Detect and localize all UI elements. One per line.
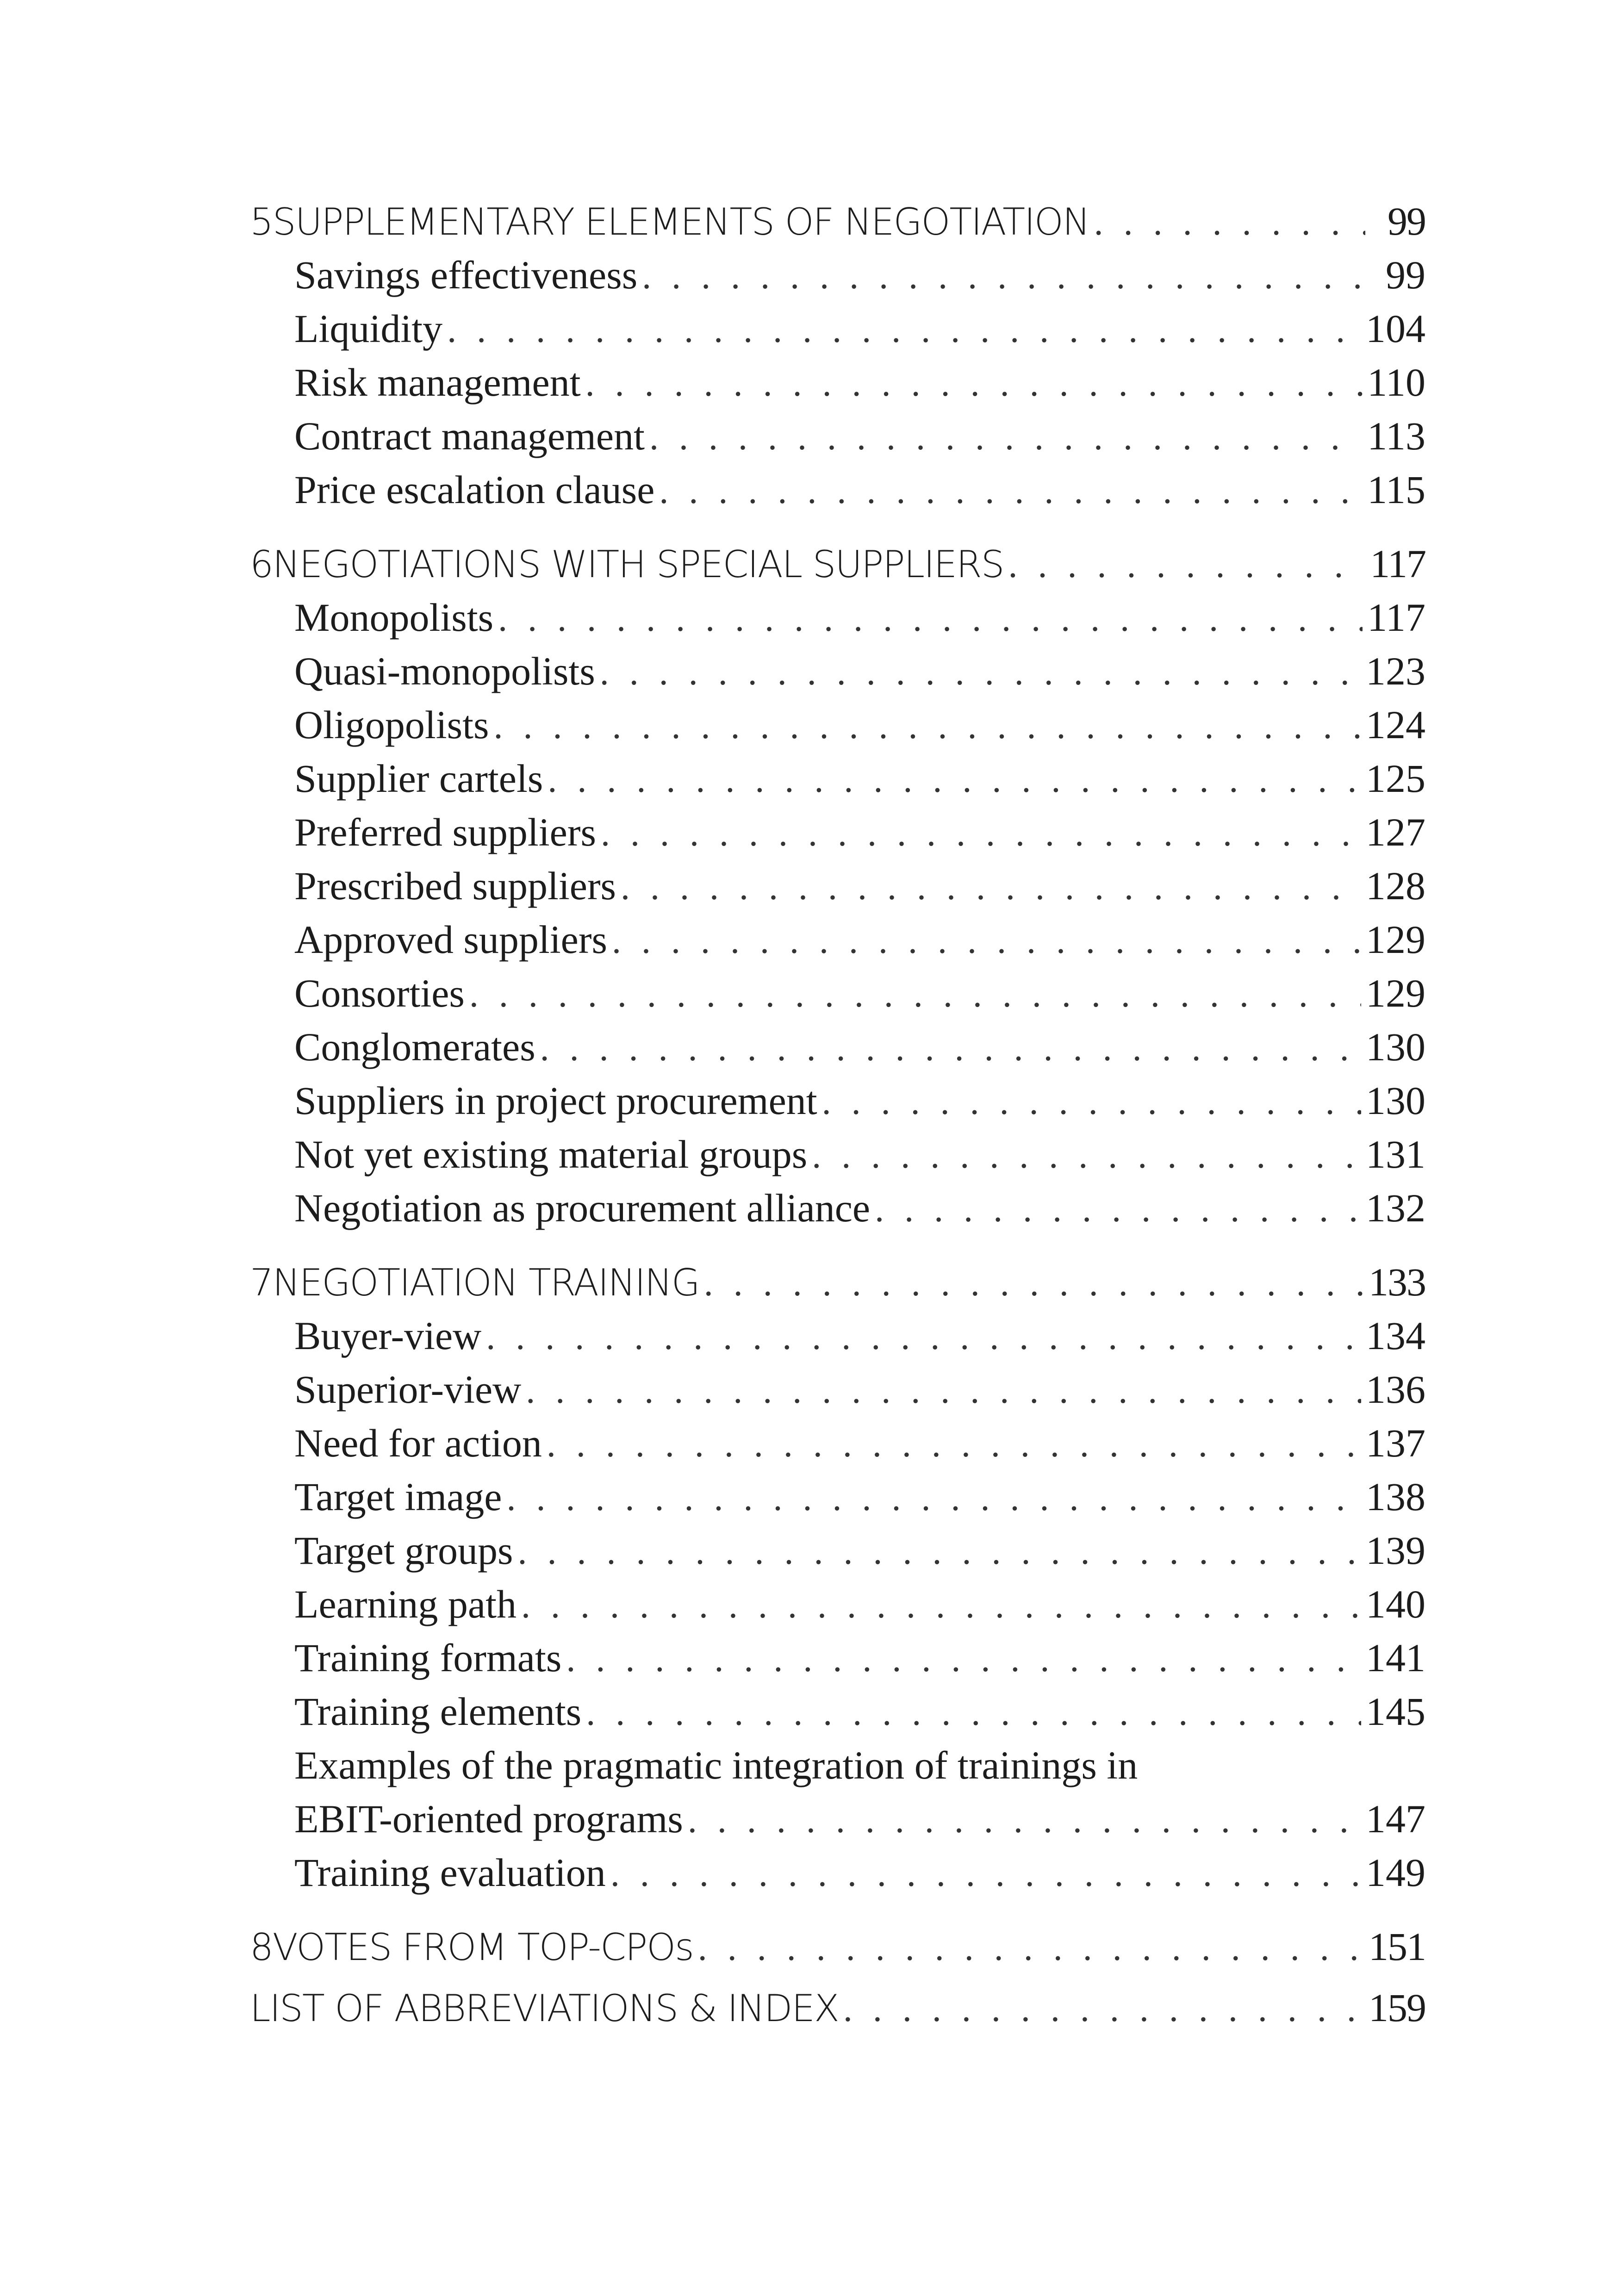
page-number: 136 [1366, 1367, 1425, 1412]
section-title: Supplier cartels [294, 756, 543, 801]
page-number: 104 [1366, 306, 1425, 351]
toc-chapter[interactable] [250, 537, 1425, 591]
section-title: Training formats [294, 1636, 562, 1680]
page-number: 133 [1369, 1260, 1425, 1304]
page-number: 99 [1386, 253, 1425, 297]
dot-leader [486, 1310, 1361, 1364]
dot-leader [621, 860, 1361, 914]
dot-leader [704, 1257, 1364, 1310]
page-number: 129 [1366, 971, 1425, 1015]
chapter-number: 6 [250, 543, 273, 586]
chapter-title: VOTES FROM TOP-CPOs [272, 1926, 693, 1969]
page-number: 124 [1366, 703, 1425, 747]
dot-leader [698, 1921, 1364, 1975]
dot-leader [688, 1793, 1361, 1847]
dot-leader [585, 357, 1363, 411]
dot-leader [610, 1847, 1361, 1901]
dot-leader [649, 411, 1363, 464]
toc-section[interactable] [250, 355, 1425, 409]
toc-section[interactable] [250, 698, 1425, 752]
section-title: EBIT-oriented programs [294, 1797, 683, 1841]
section-title: Liquidity [294, 306, 443, 351]
page-number: 123 [1366, 649, 1425, 693]
page-number: 110 [1367, 360, 1425, 404]
chapter-number: 8 [250, 1926, 273, 1969]
page-number: 159 [1369, 1985, 1425, 2030]
toc-chapter[interactable] [250, 1255, 1425, 1309]
section-title: Quasi-monopolists [294, 649, 595, 693]
chapter-spacer [250, 516, 1425, 537]
toc-section[interactable] [250, 805, 1425, 859]
dot-leader [812, 1129, 1361, 1182]
dot-leader [498, 592, 1363, 646]
section-title: Risk management [294, 360, 581, 404]
dot-leader [843, 1982, 1364, 2036]
chapter-spacer [250, 1899, 1425, 1920]
dot-leader [469, 968, 1361, 1021]
section-title: Price escalation clause [294, 467, 655, 512]
chapter-title: SUPPLEMENTARY ELEMENTS OF NEGOTIATION [272, 200, 1089, 243]
section-title: Buyer-view [294, 1313, 482, 1358]
page-number: 147 [1366, 1797, 1425, 1841]
toc-section[interactable] [250, 1127, 1425, 1181]
page-number: 130 [1366, 1078, 1425, 1123]
page-number: 115 [1367, 467, 1425, 512]
section-title: Monopolists [294, 595, 494, 640]
dot-leader [547, 1418, 1361, 1471]
toc-chapter[interactable] [250, 1920, 1425, 1973]
page-number: 145 [1366, 1689, 1425, 1734]
page-number: 128 [1366, 864, 1425, 908]
dot-leader [612, 914, 1361, 968]
page-number: 99 [1388, 199, 1425, 243]
section-title: Preferred suppliers [294, 810, 596, 854]
dot-leader [600, 646, 1361, 699]
dot-leader [494, 699, 1361, 753]
page-number: 117 [1370, 541, 1425, 586]
dot-leader [517, 1525, 1361, 1579]
toc-appendix[interactable] [250, 1981, 1425, 2035]
dot-leader [506, 1471, 1361, 1525]
toc-section[interactable] [250, 1631, 1425, 1685]
page-number: 139 [1366, 1528, 1425, 1573]
dot-leader [566, 1632, 1361, 1686]
toc-section[interactable] [250, 1524, 1425, 1577]
toc-section[interactable] [250, 1846, 1425, 1899]
toc-section[interactable] [250, 463, 1425, 516]
toc-section[interactable] [250, 1020, 1425, 1074]
section-title: Oligopolists [294, 703, 489, 747]
dot-leader [447, 303, 1361, 357]
section-title: Superior-view [294, 1367, 522, 1412]
section-title: Contract management [294, 414, 645, 458]
dot-leader [521, 1579, 1361, 1632]
section-title: Not yet existing material groups [294, 1132, 808, 1176]
chapter-title: NEGOTIATION TRAINING [272, 1261, 699, 1304]
section-title: Approved suppliers [294, 917, 607, 962]
section-title: Need for action [294, 1421, 542, 1465]
toc-section[interactable] [250, 1416, 1425, 1470]
toc-section-line[interactable] [250, 1738, 1425, 1792]
section-title: Training elements [294, 1689, 582, 1734]
dot-leader [642, 249, 1365, 303]
toc-section[interactable] [250, 1309, 1425, 1363]
toc-section[interactable] [250, 302, 1425, 355]
toc-section[interactable] [250, 913, 1425, 966]
appendix-title: LIST OF ABBREVIATIONS & INDEX [250, 1987, 839, 2030]
toc-section[interactable] [250, 1181, 1425, 1235]
toc-section[interactable] [250, 1074, 1425, 1127]
page-number: 125 [1366, 756, 1425, 801]
toc-section[interactable] [250, 591, 1425, 644]
dot-leader [1008, 538, 1365, 592]
chapter-spacer [250, 1235, 1425, 1255]
toc-section[interactable] [250, 752, 1425, 805]
page-number: 141 [1366, 1636, 1425, 1680]
section-title: Prescribed suppliers [294, 864, 616, 908]
toc-section[interactable] [250, 644, 1425, 698]
page-number: 134 [1366, 1313, 1425, 1358]
section-title: Conglomerates [294, 1025, 535, 1069]
table-of-contents [250, 194, 1425, 2035]
section-title: Training evaluation [294, 1850, 606, 1895]
page-number: 138 [1366, 1475, 1425, 1519]
dot-leader [540, 1021, 1361, 1075]
section-title: Target groups [294, 1528, 513, 1573]
chapter-number: 5 [250, 200, 273, 243]
page-number: 137 [1366, 1421, 1425, 1465]
toc-section[interactable] [250, 1363, 1425, 1416]
section-title: Negotiation as procurement alliance [294, 1186, 871, 1230]
page-number: 131 [1366, 1132, 1425, 1176]
page-number: 140 [1366, 1582, 1425, 1626]
toc-section[interactable] [250, 1577, 1425, 1631]
page-number: 129 [1366, 917, 1425, 962]
dot-leader [875, 1182, 1361, 1236]
toc-section[interactable] [250, 1470, 1425, 1524]
toc-chapter[interactable] [250, 194, 1425, 248]
section-title: Target image [294, 1475, 502, 1519]
dot-leader [601, 807, 1361, 860]
toc-section[interactable] [250, 409, 1425, 463]
section-title-first-line: Examples of the pragmatic integration of trainings in [294, 1743, 1138, 1787]
chapter-title: NEGOTIATIONS WITH SPECIAL SUPPLIERS [272, 543, 1004, 586]
toc-section[interactable] [250, 966, 1425, 1020]
page-number: 149 [1366, 1850, 1425, 1895]
dot-leader [526, 1364, 1361, 1418]
section-title: Learning path [294, 1582, 517, 1626]
page-number: 130 [1366, 1025, 1425, 1069]
toc-section[interactable] [250, 1685, 1425, 1738]
dot-leader [659, 464, 1363, 518]
page-number: 151 [1369, 1924, 1425, 1969]
page-number: 132 [1366, 1186, 1425, 1230]
dot-leader [822, 1075, 1361, 1129]
chapter-number: 7 [250, 1261, 273, 1304]
page-number: 113 [1367, 414, 1425, 458]
page-number: 117 [1367, 595, 1425, 640]
section-title: Suppliers in project procurement [294, 1078, 817, 1123]
section-title: Savings effectiveness [294, 253, 638, 297]
page-number: 127 [1366, 810, 1425, 854]
toc-section[interactable] [250, 1792, 1425, 1846]
dot-leader [586, 1686, 1361, 1740]
toc-section[interactable] [250, 248, 1425, 302]
dot-leader [548, 753, 1361, 807]
section-title: Consorties [294, 971, 465, 1015]
dot-leader [1094, 196, 1365, 249]
toc-section[interactable] [250, 859, 1425, 913]
